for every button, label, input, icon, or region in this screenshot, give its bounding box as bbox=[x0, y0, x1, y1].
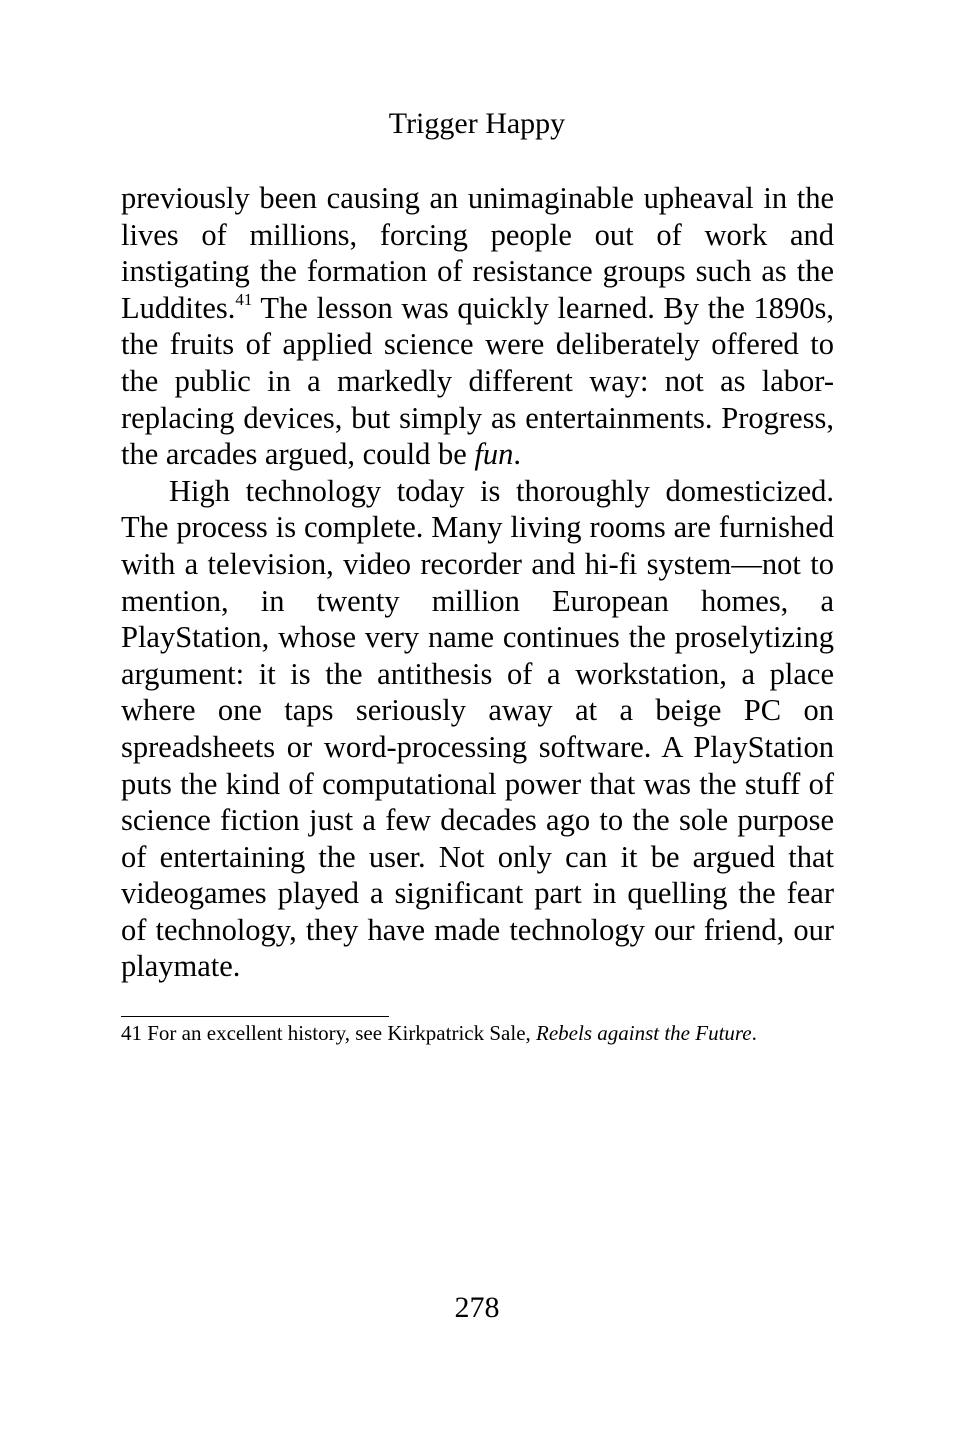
paragraph-1 bbox=[121, 180, 834, 473]
footnote-reference[interactable]: 41 bbox=[235, 289, 253, 309]
footnote-text: For an excellent history, see Kirkpatrick Sale, bbox=[142, 1021, 537, 1045]
body-text bbox=[121, 180, 834, 985]
running-header: Trigger Happy bbox=[388, 107, 566, 140]
page-number: 278 bbox=[454, 1291, 500, 1324]
paragraph-1-end: . bbox=[513, 437, 522, 472]
footnote-end: . bbox=[751, 1021, 757, 1045]
paragraph-1-text-b: The lesson was quickly learned. By the 1890s, the fruits of applied science were deliberately offered to the public in a markedly different way: not as labor-replacing devices, but simply as entertainments. Progress, the arcades argued, could be bbox=[121, 290, 834, 472]
footnote-book-title: Rebels against the Future bbox=[536, 1021, 752, 1045]
footnote-41 bbox=[121, 1018, 881, 1048]
paragraph-2: High technology today is thoroughly domesticized. The process is complete. Many living rooms are furnished with a television, video recorder and hi-fi system—not to mention, in twenty million European homes, a PlayStation, whose very name continues the proselytizing argument: it is the antithesis of a workstation, a place where one taps seriously away at a beige PC on spreadsheets or word-processing software. A PlayStation puts the kind of computational power that was the stuff of science fiction just a few decades ago to the sole purpose of entertaining the user. Not only can it be argued that videogames played a significant part in quelling the fear of technology, they have made technology our friend, our playmate. bbox=[121, 473, 834, 984]
footnote-separator bbox=[121, 1016, 389, 1017]
footnote-number: 41 bbox=[121, 1021, 142, 1045]
paragraph-1-text-a: previously been causing an unimaginable upheaval in the lives of millions, forcing people out of work and instigating the formation of resistance groups such as the Luddites. bbox=[121, 181, 834, 325]
emphasis-fun: fun bbox=[474, 437, 514, 472]
